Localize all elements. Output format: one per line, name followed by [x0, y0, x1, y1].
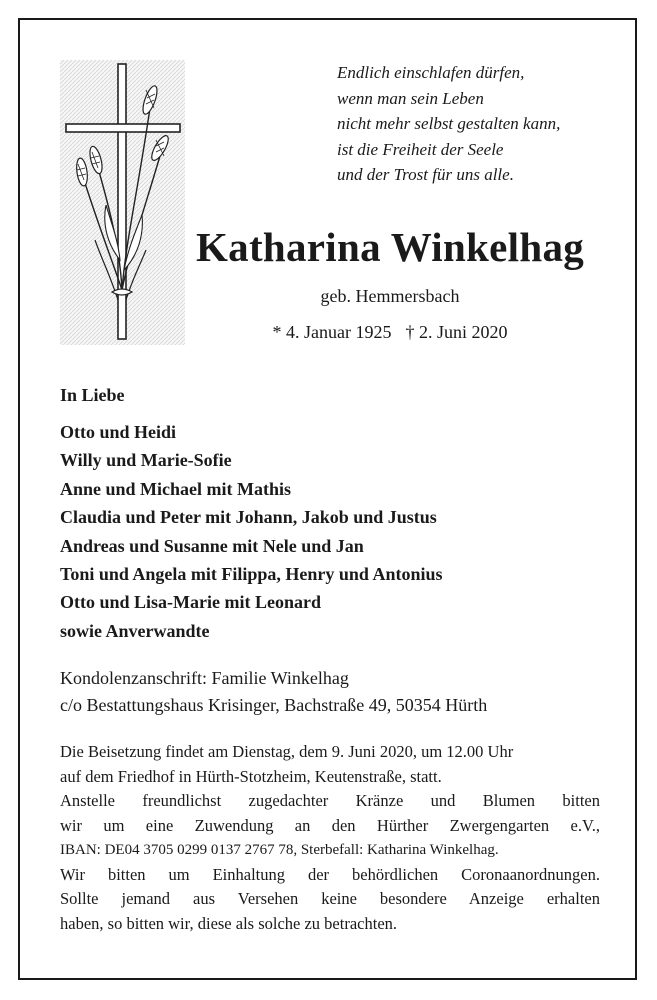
mourner-line: Otto und Heidi — [60, 422, 177, 442]
maiden-name: geb. Hemmersbach — [320, 286, 460, 306]
notice-line: auf dem Friedhof in Hürth-Stotzheim, Keutenstraße, statt. — [60, 766, 442, 786]
poem-line: ist die Freiheit der Seele — [337, 139, 504, 159]
notice-line: Wir bitten um Einhaltung der behördlichen Coronaanordnungen. — [60, 864, 600, 884]
notice-line: haben, so bitten wir, diese als solche zu betrachten. — [60, 913, 398, 933]
notice-line: IBAN: DE04 3705 0299 0137 2767 78, Sterbefall: Katharina Winkelhag. — [60, 842, 499, 858]
mourner-line: Toni und Angela mit Filippa, Henry und Antonius — [60, 564, 443, 585]
notice-line: Die Beisetzung findet am Dienstag, dem 9. Juni 2020, um 12.00 Uhr — [60, 742, 514, 761]
deceased-name: Katharina Winkelhag — [195, 224, 585, 270]
mourners-intro: In Liebe — [60, 385, 125, 405]
mourner-line: Otto und Lisa-Marie mit Leonard — [60, 592, 321, 613]
mourner-line: Claudia und Peter mit Johann, Jakob und Justus — [60, 507, 437, 528]
poem-line: und der Trost für uns alle. — [337, 165, 514, 184]
mourner-line: Anne und Michael mit Mathis — [60, 478, 292, 499]
poem-line: Endlich einschlafen dürfen, — [337, 63, 525, 82]
mourner-line: sowie Anverwandte — [60, 620, 210, 641]
mourners-list — [60, 418, 442, 645]
death-date: † 2. Juni 2020 — [405, 322, 508, 342]
funeral-notice — [60, 740, 600, 936]
mourner-line: Andreas und Susanne mit Nele und Jan — [60, 535, 364, 556]
birth-date: * 4. Januar 1925 — [272, 322, 392, 342]
notice-line: Sollte jemand aus Versehen keine besondere Anzeige erhalten — [60, 889, 600, 908]
poem-line: wenn man sein Leben — [337, 88, 484, 108]
notice-line: wir um eine Zuwendung an den Hürther Zwergengarten e.V., — [60, 815, 600, 835]
condolence-line: Kondolenzanschrift: Familie Winkelhag — [60, 668, 349, 688]
notice-line: Anstelle freundlichst zugedachter Kränze und Blumen bitten — [60, 791, 600, 810]
cross-with-wheat-icon — [60, 60, 185, 345]
poem — [337, 60, 617, 188]
life-dates — [240, 321, 540, 343]
condolence-line: c/o Bestattungshaus Krisinger, Bachstraße 49, 50354 Hürth — [60, 695, 488, 715]
condolence-address — [60, 665, 487, 719]
mourner-line: Willy und Marie-Sofie — [60, 450, 232, 471]
poem-line: nicht mehr selbst gestalten kann, — [337, 114, 561, 133]
